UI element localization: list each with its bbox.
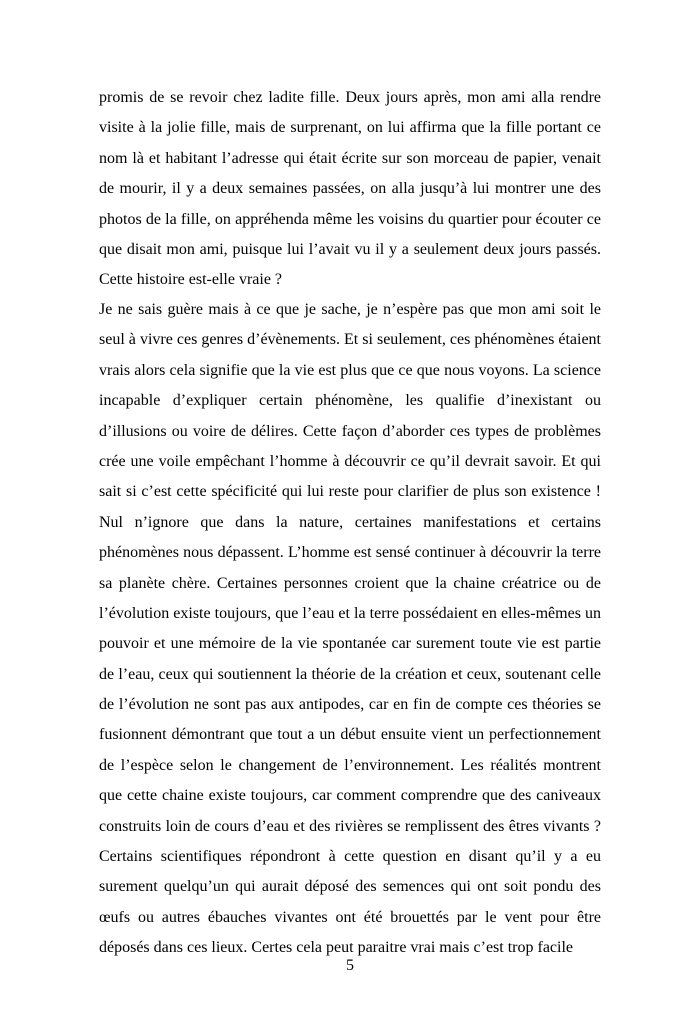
text-line: sa planète chère. Certaines personnes croient que la chaine créatrice ou de [99, 574, 601, 592]
text-line: Nul n’ignore que dans la nature, certaines manifestations et certains [99, 513, 601, 531]
text-line: l’évolution existe toujours, que l’eau et la terre possédaient en elles-mêmes un [99, 604, 601, 622]
page-number: 5 [346, 957, 354, 974]
text-line: sait si c’est cette spécificité qui lui reste pour clarifier de plus son existence ! [99, 483, 601, 501]
text-line: œufs ou autres ébauches vivantes ont été brouettés par le vent pour être [99, 908, 601, 926]
text-line: de mourir, il y a deux semaines passées, on alla jusqu’à lui montrer une des [99, 180, 601, 198]
text-line: surement quelqu’un qui aurait déposé des semences qui ont soit pondu des [99, 878, 601, 896]
text-line: seul à vivre ces genres d’évènements. Et si seulement, ces phénomènes étaient [99, 331, 601, 349]
text-line: crée une voile empêchant l’homme à découvrir ce qu’il devrait savoir. Et qui [99, 452, 601, 470]
text-line: de l’évolution ne sont pas aux antipodes, car en fin de compte ces théories se [99, 696, 601, 714]
text-line: visite à la jolie fille, mais de surprenant, on lui affirma que la fille portant ce [99, 119, 601, 137]
text-line: fusionnent démontrant que tout a un début ensuite vient un perfectionnement [99, 726, 601, 744]
text-line: pouvoir et une mémoire de la vie spontanée car surement toute vie est partie [99, 635, 601, 653]
text-line: Je ne sais guère mais à ce que je sache, je n’espère pas que mon ami soit le [99, 301, 601, 318]
text-line: Certains scientifiques répondront à cette question en disant qu’il y a eu [99, 848, 601, 866]
text-line: déposés dans ces lieux. Certes cela peut paraitre vrai mais c’est trop facile [99, 939, 574, 957]
paragraph-2 [99, 295, 601, 964]
text-line: nom là et habitant l’adresse qui était écrite sur son morceau de papier, venait [99, 149, 601, 167]
text-line: d’illusions ou voire de délires. Cette façon d’aborder ces types de problèmes [99, 422, 601, 440]
text-line: phénomènes nous dépassent. L’homme est sensé continuer à découvrir la terre [99, 544, 601, 562]
text-line: promis de se revoir chez ladite fille. Deux jours après, mon ami alla rendre [99, 89, 601, 106]
text-line: que cette chaine existe toujours, car comment comprendre que des caniveaux [99, 787, 601, 805]
text-line: vrais alors cela signifie que la vie est plus que ce que nous voyons. La science [99, 361, 601, 379]
text-line: Cette histoire est-elle vraie ? [99, 271, 283, 289]
text-line: de l’espèce selon le changement de l’environnement. Les réalités montrent [99, 756, 601, 774]
text-line: de l’eau, ceux qui soutiennent la théorie de la création et ceux, soutenant celle [99, 665, 601, 683]
text-line: photos de la fille, on appréhenda même les voisins du quartier pour écouter ce [99, 210, 601, 228]
text-line: incapable d’expliquer certain phénomène, les qualifie d’inexistant ou [99, 392, 601, 410]
text-line: que disait mon ami, puisque lui l’avait vu il y a seulement deux jours passés. [99, 240, 601, 258]
paragraph-1 [99, 83, 601, 296]
text-line: construits loin de cours d’eau et des rivières se remplissent des êtres vivants ? [99, 817, 601, 835]
